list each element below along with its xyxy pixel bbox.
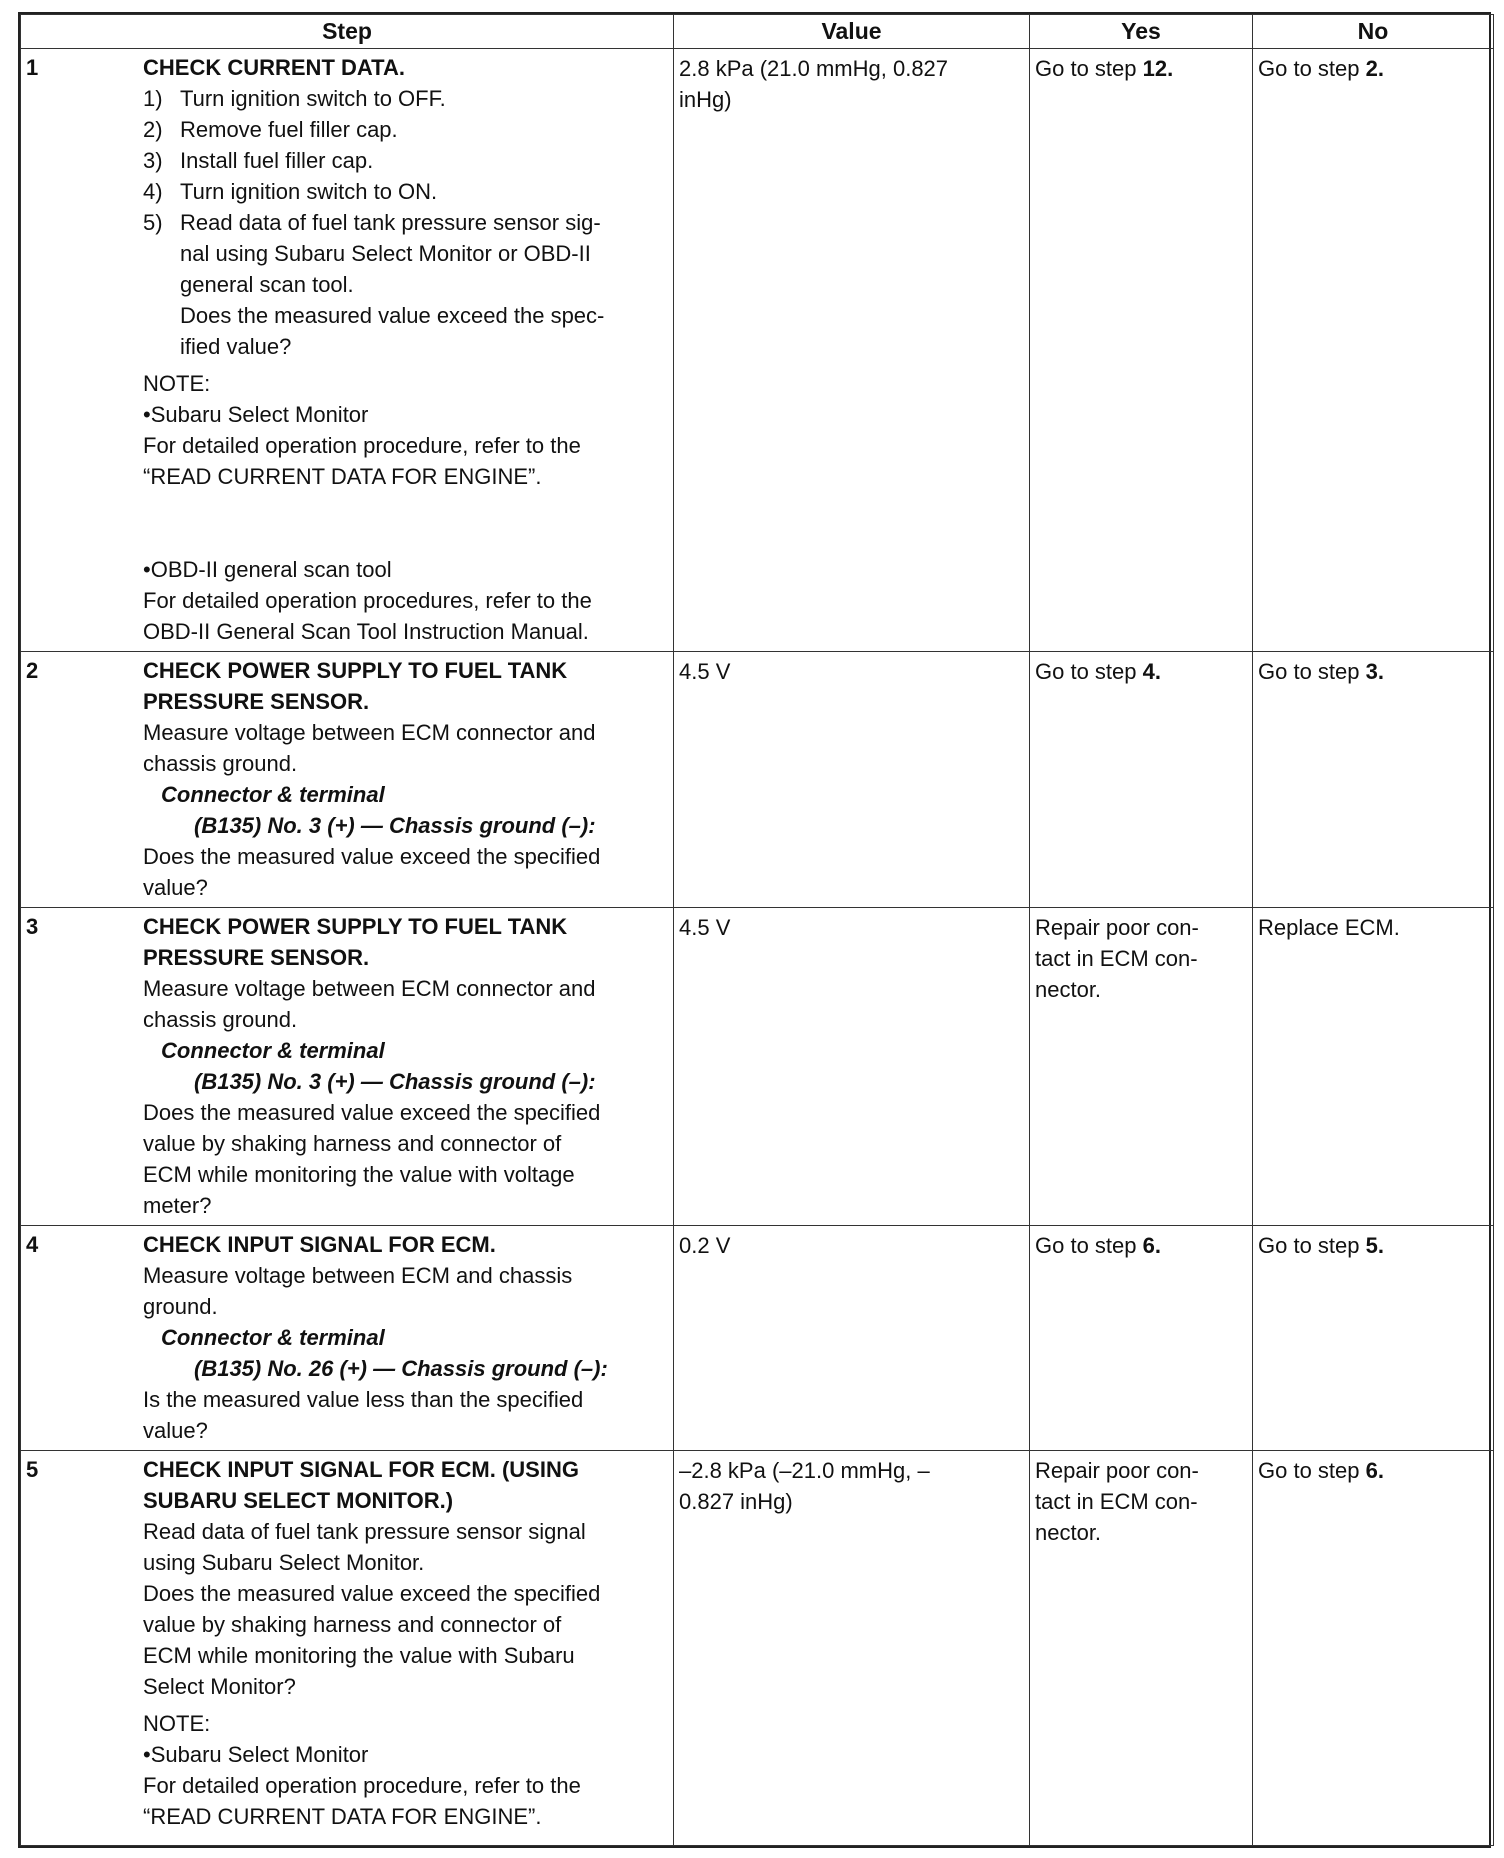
- yes-cell: Repair poor con- tact in ECM con- nector.: [1030, 1451, 1253, 1846]
- list-item: 2) Remove fuel filler cap.: [143, 117, 398, 142]
- step-number: 2: [26, 658, 39, 683]
- list-item: 4) Turn ignition switch to ON.: [143, 179, 438, 204]
- header-yes: Yes: [1030, 15, 1253, 49]
- check-question: Does the measured value exceed the spec- ified value?: [180, 303, 605, 359]
- header-value: Value: [674, 15, 1030, 49]
- step-cell: 4 CHECK INPUT SIGNAL FOR ECM. Measure voltage between ECM and chassis ground. Connector & terminal (B135) No. 26 (+) — Chassis ground (–): Is the measured value less than the specified value?: [21, 1226, 674, 1451]
- no-cell: Go to step 5.: [1253, 1226, 1494, 1451]
- check-question: Does the measured value exceed the specified value by shaking harness and connector of ECM while monitoring the value with voltage meter?: [143, 1100, 601, 1218]
- connector-terminal: (B135) No. 3 (+) — Chassis ground (–):: [194, 1069, 596, 1094]
- step-number: 1: [26, 55, 39, 80]
- step-title: CHECK INPUT SIGNAL FOR ECM. (USING SUBARU SELECT MONITOR.): [143, 1457, 579, 1513]
- value-cell: –2.8 kPa (–21.0 mmHg, – 0.827 inHg): [674, 1451, 1030, 1846]
- step-cell: [21, 49, 674, 652]
- yes-cell: Repair poor con- tact in ECM con- nector.: [1030, 908, 1253, 1226]
- no-cell: Go to step 3.: [1253, 652, 1494, 908]
- no-cell: Go to step 2.: [1253, 49, 1494, 652]
- step-number: 4: [26, 1232, 39, 1257]
- list-item: 3) Install fuel filler cap.: [143, 148, 374, 173]
- table-row: [21, 908, 1494, 1226]
- list-item: 1) Turn ignition switch to OFF.: [143, 86, 446, 111]
- step-title: CHECK INPUT SIGNAL FOR ECM.: [143, 1232, 496, 1257]
- no-cell: Go to step 6.: [1253, 1451, 1494, 1846]
- note-block: NOTE: •Subaru Select Monitor For detailed operation procedure, refer to the “READ CURRENT DATA FOR ENGINE”. •OBD-II general scan tool For detailed operation procedures, refer to the OBD-II General Scan Tool Instruction Manual.: [143, 371, 592, 644]
- step-title: CHECK CURRENT DATA.: [143, 55, 405, 80]
- step-cell: 5 CHECK INPUT SIGNAL FOR ECM. (USING SUBARU SELECT MONITOR.) Read data of fuel tank pressure sensor signal using Subaru Select Monitor. Does the measured value exceed the specified value by shaking harness and connector of ECM while monitoring the value with Subaru Select Monitor? NOTE: •Subaru Select Monitor For detailed operation procedure, refer to the “READ CURRENT DATA FOR ENGINE”.: [21, 1451, 674, 1846]
- value-cell: 2.8 kPa (21.0 mmHg, 0.827 inHg): [674, 49, 1030, 652]
- troubleshooting-document: [18, 12, 1491, 1848]
- header-no: No: [1253, 15, 1494, 49]
- connector-terminal: (B135) No. 3 (+) — Chassis ground (–):: [194, 813, 596, 838]
- value-cell: 0.2 V: [674, 1226, 1030, 1451]
- no-cell: Replace ECM.: [1253, 908, 1494, 1226]
- table-row: [21, 49, 1494, 652]
- note-block: NOTE: •Subaru Select Monitor For detailed operation procedure, refer to the “READ CURRENT DATA FOR ENGINE”.: [143, 1711, 581, 1829]
- table-row: [21, 1226, 1494, 1451]
- yes-cell: Go to step 4.: [1030, 652, 1253, 908]
- yes-cell: Go to step 6.: [1030, 1226, 1253, 1451]
- connector-terminal: (B135) No. 26 (+) — Chassis ground (–):: [194, 1356, 608, 1381]
- step-title: CHECK POWER SUPPLY TO FUEL TANK PRESSURE SENSOR.: [143, 914, 568, 970]
- check-question: Is the measured value less than the specified value?: [143, 1387, 584, 1443]
- table-header-row: [21, 15, 1494, 49]
- check-question: Does the measured value exceed the specified value by shaking harness and connector of ECM while monitoring the value with Subaru Select Monitor?: [143, 1581, 601, 1699]
- connector-label: Connector & terminal: [161, 1325, 385, 1350]
- step-number: 3: [26, 914, 39, 939]
- check-question: Does the measured value exceed the specified value?: [143, 844, 601, 900]
- table-row: [21, 652, 1494, 908]
- step-cell: 2 CHECK POWER SUPPLY TO FUEL TANK PRESSURE SENSOR. Measure voltage between ECM connector and chassis ground. Connector & terminal (B135) No. 3 (+) — Chassis ground (–): Does the measured value exceed the specified value?: [21, 652, 674, 908]
- header-step: Step: [21, 15, 674, 49]
- procedure-list: [143, 83, 667, 300]
- connector-label: Connector & terminal: [161, 782, 385, 807]
- diagnostic-table: [20, 14, 1494, 1846]
- yes-cell: Go to step 12.: [1030, 49, 1253, 652]
- step-cell: 3 CHECK POWER SUPPLY TO FUEL TANK PRESSURE SENSOR. Measure voltage between ECM connector and chassis ground. Connector & terminal (B135) No. 3 (+) — Chassis ground (–): Does the measured value exceed the specified value by shaking harness and connector of ECM while monitoring the value with voltage meter?: [21, 908, 674, 1226]
- step-title: CHECK POWER SUPPLY TO FUEL TANK PRESSURE SENSOR.: [143, 658, 568, 714]
- value-cell: 4.5 V: [674, 908, 1030, 1226]
- list-item: 5) Read data of fuel tank pressure sensor sig- nal using Subaru Select Monitor or OBD-II general scan tool.: [143, 210, 601, 297]
- connector-label: Connector & terminal: [161, 1038, 385, 1063]
- table-row: [21, 1451, 1494, 1846]
- step-number: 5: [26, 1457, 39, 1482]
- value-cell: 4.5 V: [674, 652, 1030, 908]
